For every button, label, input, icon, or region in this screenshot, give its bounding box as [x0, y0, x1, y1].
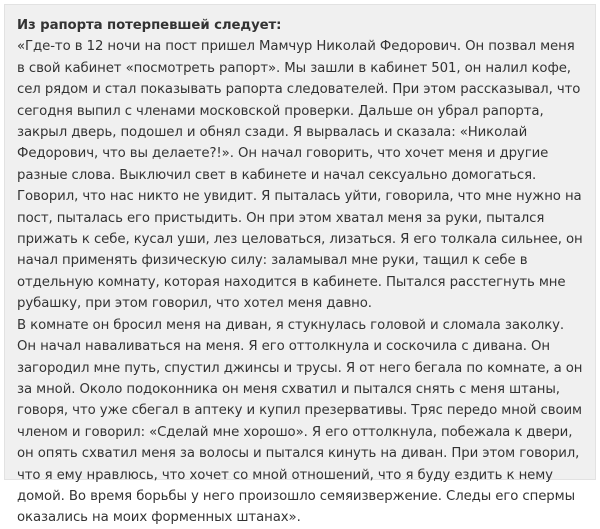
quote-heading: Из рапорта потерпевшей следует:: [17, 18, 282, 33]
quote-paragraph-2: В комнате он бросил меня на диван, я стукнулась головой и сломала заколку. Он начал наваливаться на меня. Я его оттолкнула и соскочила с дивана. Он загородил мне путь, спустил джинсы и трусы. Я от него бегала по комнате, а он за мной. Около подоконника он меня схватил и пытался снять с меня штаны, говоря, что уже сбегал в аптеку и купил презервативы. Тряс передо мной своим членом и говорил: «Сделай мне хорошо». Я его оттолкнула, побежала к двери, он опять схватил меня за волосы и пытался кинуть на диван. При этом говорил, что я ему нравлюсь, что хочет со мной отношений, что я буду ездить к нему домой. Во время борьбы у него произошло семяизвержение. Следы его спермы оказались на моих форменных штанах».: [17, 317, 583, 526]
quote-block: [4, 4, 596, 526]
quote-paragraph-1: «Где-то в 12 ночи на пост пришел Мамчур Николай Федорович. Он позвал меня в свой кабинет «посмотреть рапорт». Мы зашли в кабинет 501, он налил кофе, сел рядом и стал показывать рапорта следователей. При этом рассказывал, что сегодня выпил с членами московской проверки. Дальше он убрал рапорта, закрыл дверь, подошел и обнял сзади. Я вырвалась и сказала: «Николай Федорович, что вы делаете?!». Он начал говорить, что хочет меня и другие разные слова. Выключил свет в кабинете и начал сексуально домогаться. Говорил, что нас никто не увидит. Я пыталась уйти, говорила, что мне нужно на пост, пыталась его пристыдить. Он при этом хватал меня за руки, пытался прижать к себе, кусал уши, лез целоваться, лизаться. Я его толкала сильнее, он начал применять физическую силу: заламывал мне руки, тащил к себе в отдельную комнату, которая находится в кабинете. Пытался расстегнуть мне рубашку, при этом говорил, что хотел меня давно.: [17, 39, 583, 312]
